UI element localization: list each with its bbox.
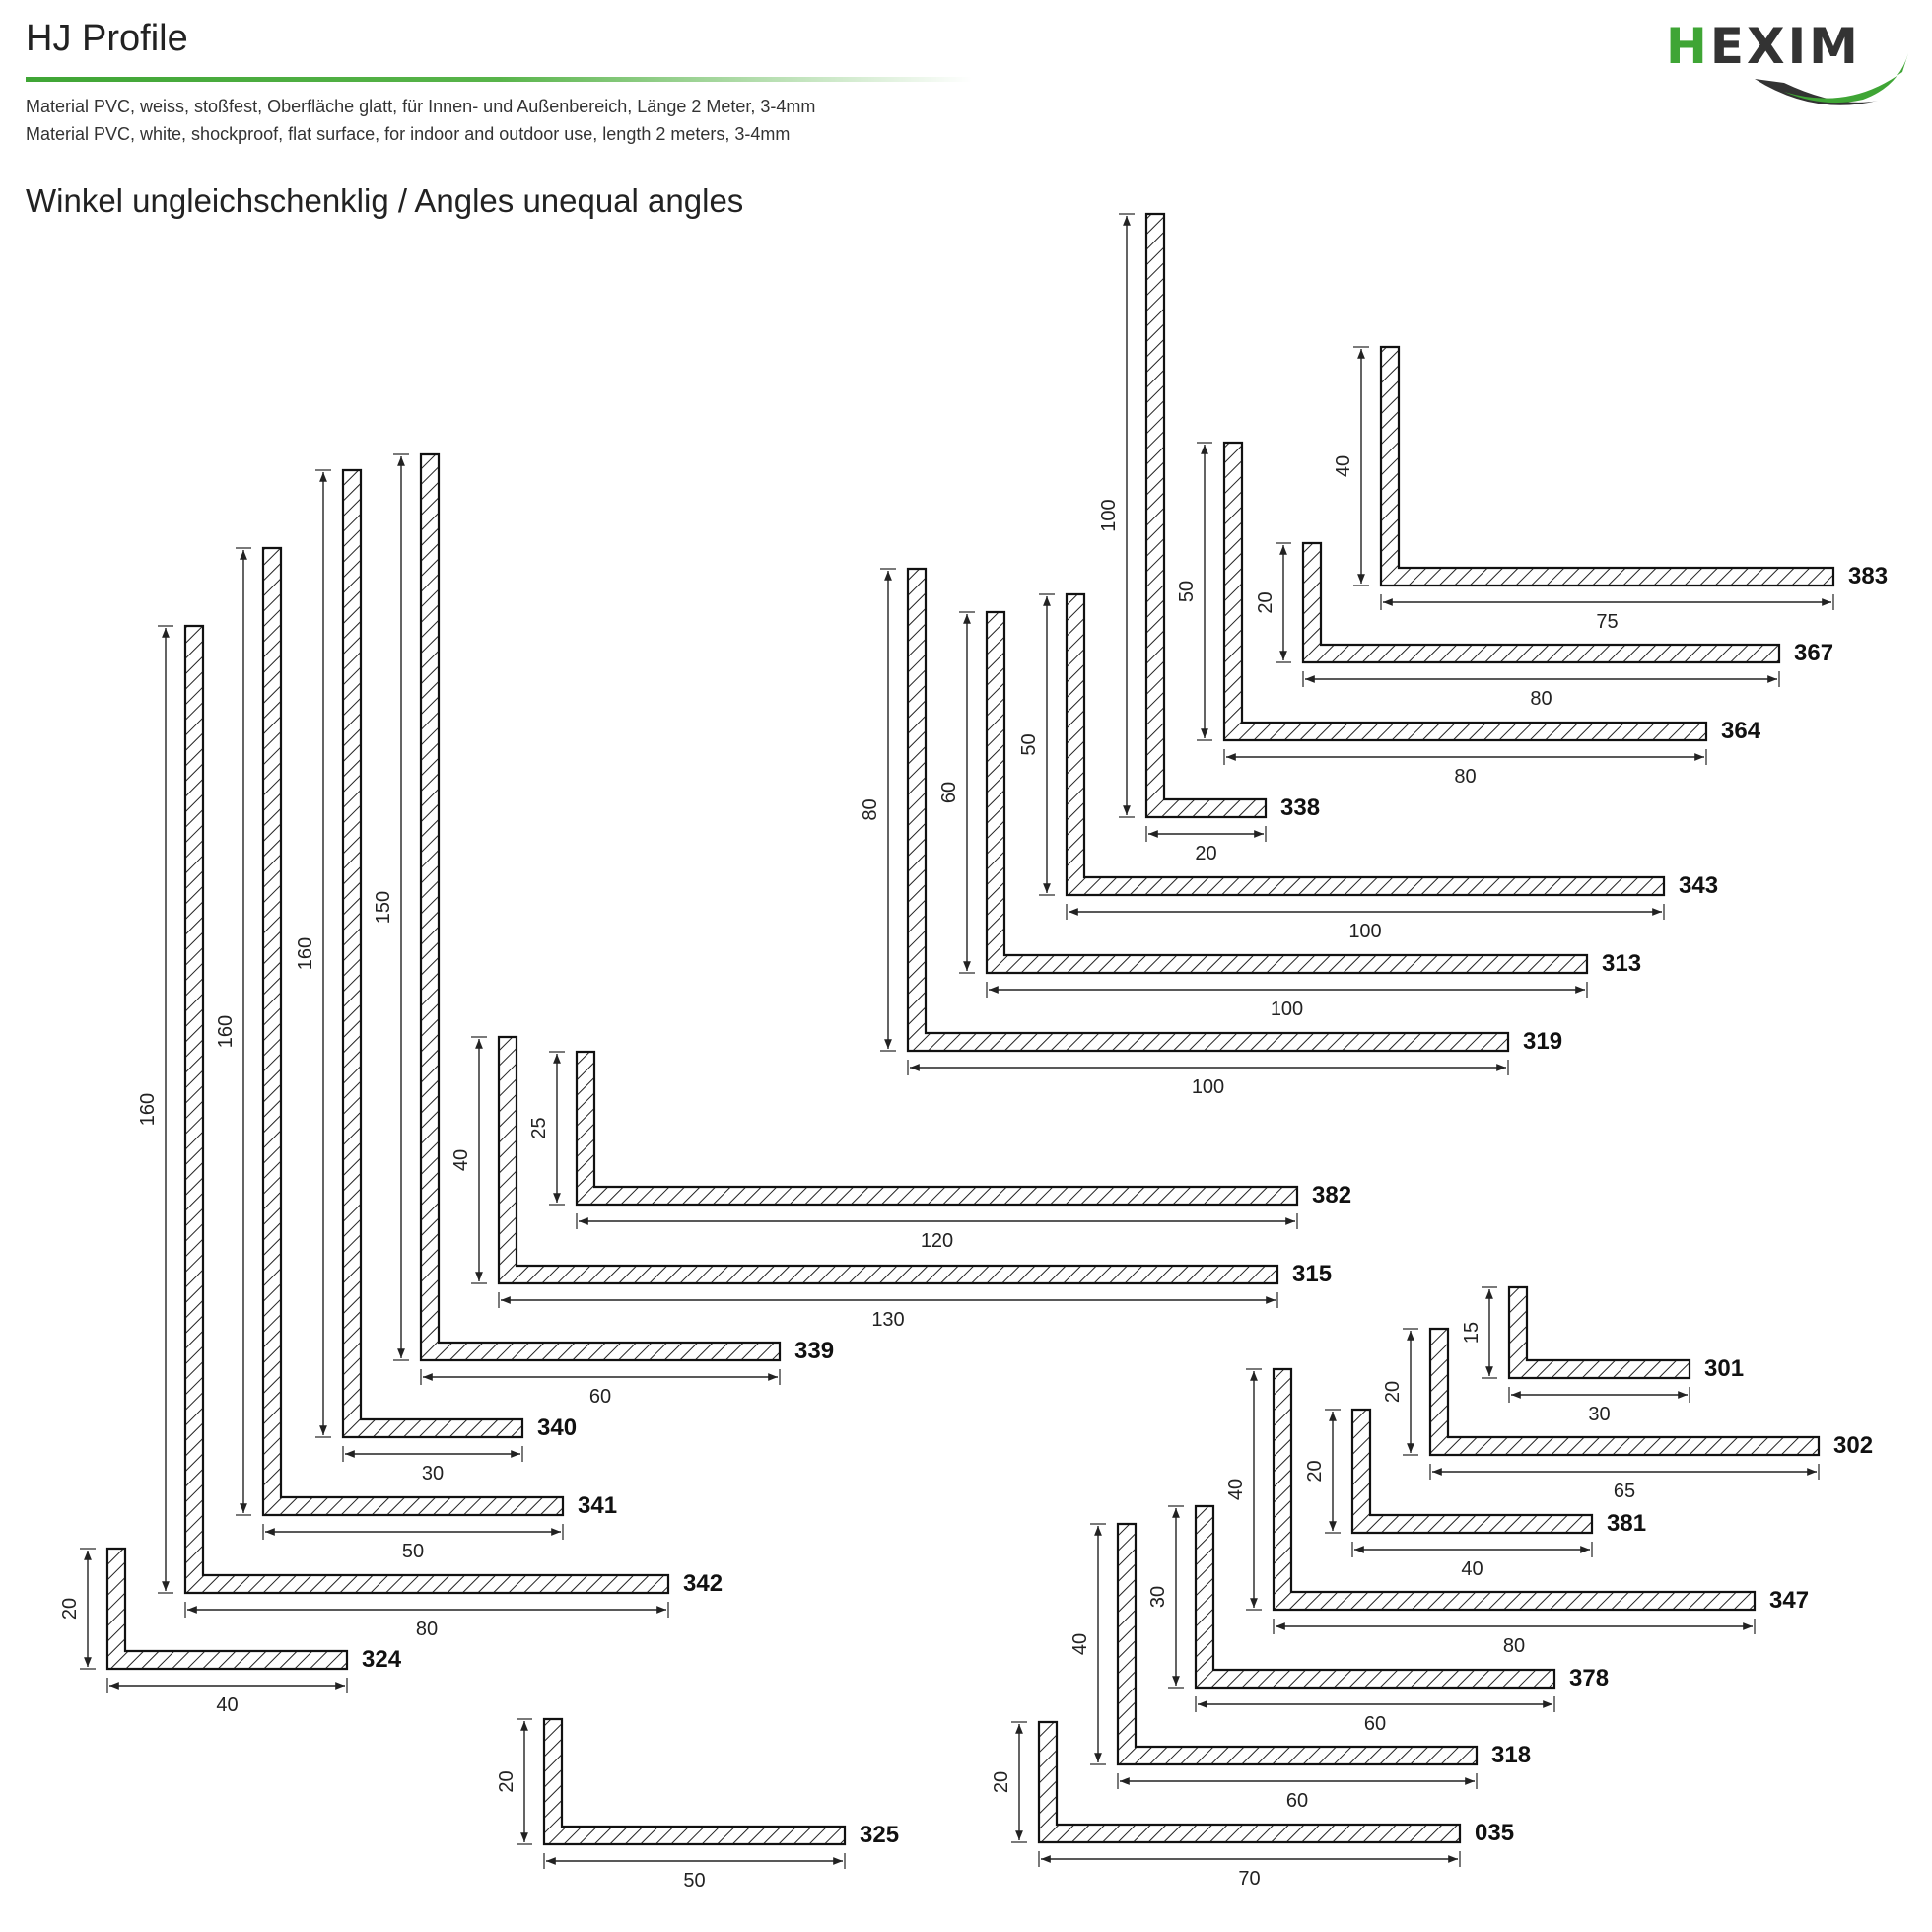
height-dimension-label: 25 — [528, 1117, 550, 1139]
width-dimension-label: 50 — [683, 1870, 706, 1892]
profile-347 — [1225, 1369, 1809, 1657]
profile-338 — [1098, 214, 1320, 864]
profile-code-label: 315 — [1292, 1261, 1333, 1287]
height-dimension-label: 40 — [1070, 1632, 1091, 1656]
profile-code-label: 301 — [1704, 1355, 1745, 1382]
profile-302 — [1382, 1329, 1873, 1502]
profile-code-label: 382 — [1312, 1182, 1352, 1208]
profile-381 — [1304, 1410, 1646, 1580]
width-dimension-label: 60 — [1285, 1790, 1309, 1812]
profile-364 — [1176, 443, 1761, 788]
height-dimension-label: 20 — [1255, 591, 1276, 614]
profile-code-label: 318 — [1491, 1742, 1532, 1768]
profile-code-label: 341 — [578, 1492, 618, 1519]
width-dimension-label: 120 — [920, 1230, 954, 1252]
description-german: Material PVC, weiss, stoßfest, Oberfläche glatt, für Innen- und Außenbereich, Länge 2 Meter, 3-4mm — [26, 97, 816, 116]
profile-shape — [263, 548, 563, 1515]
profile-code-label: 347 — [1769, 1587, 1810, 1614]
width-dimension-label: 40 — [216, 1694, 239, 1716]
profile-shape — [421, 454, 780, 1360]
height-dimension-label: 160 — [137, 1092, 159, 1127]
logo-letters-rest: EXIM — [1709, 18, 1861, 75]
width-dimension-label: 60 — [588, 1386, 612, 1408]
height-dimension-label: 20 — [991, 1770, 1012, 1794]
height-dimension-label: 160 — [215, 1014, 237, 1049]
page-title: HJ Profile — [26, 18, 188, 59]
height-dimension-label: 15 — [1461, 1321, 1483, 1345]
profile-378 — [1147, 1506, 1609, 1735]
profile-code-label: 324 — [362, 1646, 402, 1673]
height-dimension-label: 160 — [295, 936, 316, 971]
profile-shape — [544, 1719, 845, 1844]
height-dimension-label: 80 — [860, 798, 881, 821]
profile-code-label: 378 — [1569, 1665, 1610, 1691]
height-dimension-label: 40 — [1333, 454, 1354, 478]
width-dimension-label: 60 — [1363, 1713, 1387, 1735]
profile-324 — [59, 1549, 402, 1716]
profile-382 — [528, 1052, 1351, 1252]
profile-325 — [496, 1719, 899, 1892]
profile-shape — [1430, 1329, 1819, 1455]
width-dimension-label: 40 — [1461, 1558, 1484, 1580]
height-dimension-label: 40 — [1225, 1478, 1247, 1501]
width-dimension-label: 75 — [1596, 611, 1619, 633]
logo-letter-h: H — [1666, 18, 1710, 75]
profile-code-label: 313 — [1602, 950, 1642, 977]
profile-shape — [499, 1037, 1277, 1283]
width-dimension-label: 30 — [421, 1463, 445, 1484]
profile-code-label: 343 — [1679, 872, 1719, 899]
profile-code-label: 367 — [1794, 640, 1834, 666]
height-dimension-label: 20 — [496, 1770, 518, 1793]
profile-shape — [1224, 443, 1706, 740]
section-title: Winkel ungleichschenklig / Angles unequal angles — [26, 182, 744, 219]
width-dimension-label: 70 — [1238, 1868, 1261, 1890]
width-dimension-label: 100 — [1270, 999, 1304, 1020]
height-dimension-label: 60 — [938, 781, 960, 804]
profile-shape — [1509, 1287, 1690, 1378]
profile-code-label: 319 — [1523, 1028, 1563, 1055]
profile-301 — [1461, 1287, 1744, 1425]
profile-shape — [1118, 1524, 1477, 1764]
profile-shape — [1039, 1722, 1460, 1842]
profile-shape — [107, 1549, 347, 1669]
height-dimension-label: 20 — [1382, 1380, 1404, 1404]
width-dimension-label: 80 — [1454, 766, 1477, 788]
profile-code-label: 338 — [1280, 794, 1321, 821]
width-dimension-label: 65 — [1613, 1481, 1636, 1502]
height-dimension-label: 20 — [59, 1597, 81, 1621]
width-dimension-label: 30 — [1588, 1404, 1611, 1425]
height-dimension-label: 20 — [1304, 1460, 1326, 1483]
height-dimension-label: 40 — [450, 1148, 472, 1172]
profile-code-label: 340 — [537, 1414, 578, 1441]
profile-shape — [1274, 1369, 1755, 1610]
height-dimension-label: 150 — [373, 890, 394, 925]
profile-383 — [1333, 347, 1888, 633]
profile-code-label: 364 — [1721, 718, 1761, 744]
profile-shape — [577, 1052, 1297, 1205]
profile-code-label: 381 — [1607, 1510, 1647, 1537]
description-english: Material PVC, white, shockproof, flat surface, for indoor and outdoor use, length 2 meters, 3-4mm — [26, 124, 791, 144]
profile-code-label: 339 — [794, 1338, 835, 1364]
width-dimension-label: 20 — [1195, 843, 1217, 864]
profile-code-label: 383 — [1848, 563, 1889, 589]
width-dimension-label: 80 — [415, 1619, 439, 1640]
height-dimension-label: 100 — [1098, 499, 1120, 532]
width-dimension-label: 80 — [1530, 688, 1552, 710]
profile-code-label: 342 — [683, 1570, 724, 1597]
profile-shape — [1381, 347, 1833, 586]
profile-code-label: 302 — [1833, 1432, 1874, 1459]
width-dimension-label: 80 — [1502, 1635, 1526, 1657]
width-dimension-label: 50 — [401, 1541, 425, 1562]
width-dimension-label: 130 — [871, 1309, 905, 1331]
width-dimension-label: 100 — [1348, 921, 1382, 942]
profile-code-label: 325 — [860, 1822, 900, 1848]
height-dimension-label: 50 — [1018, 733, 1040, 756]
width-dimension-label: 100 — [1191, 1076, 1225, 1098]
profile-code-label: 035 — [1475, 1820, 1515, 1846]
height-dimension-label: 50 — [1176, 580, 1198, 603]
height-dimension-label: 30 — [1147, 1585, 1169, 1609]
